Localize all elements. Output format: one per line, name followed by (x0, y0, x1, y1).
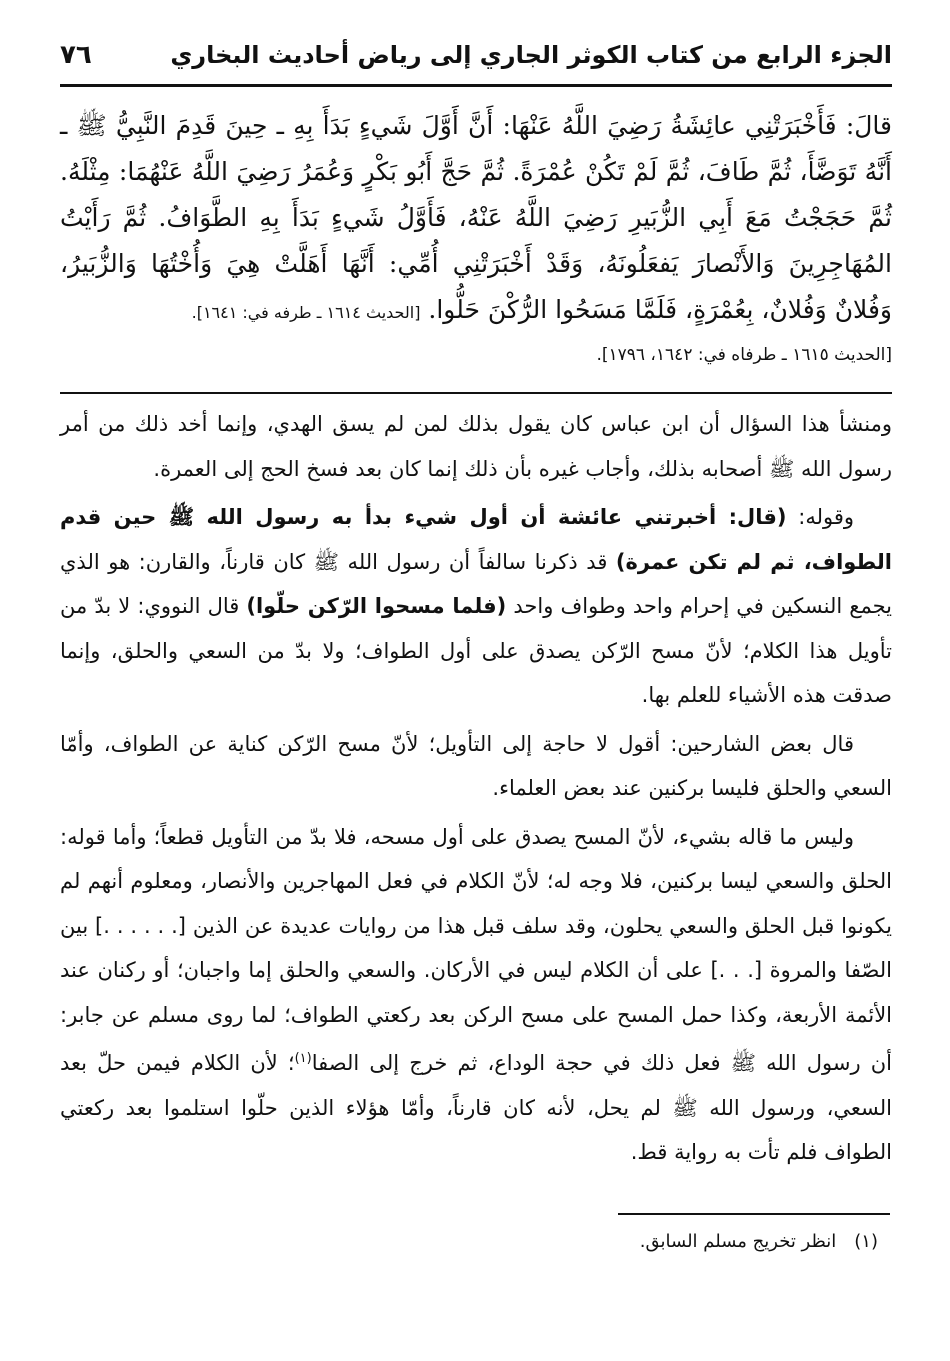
hadith-text (60, 103, 892, 336)
running-header (60, 40, 892, 78)
section-divider (60, 392, 892, 394)
commentary-paragraph (60, 815, 892, 1175)
page (60, 40, 892, 1175)
commentary-text: قال النووي: لا بدّ من تأويل هذا الكلام؛ لأنّ مسح الرّكن يصدق على أول الطواف؛ ولا بدّ من السعي والحلق، وإنما صدقت هذه الأشياء للعلم بها. (60, 594, 892, 707)
commentary-text: ؛ لأن الكلام فيمن حلّ بعد السعي، ورسول الله ﷺ لم يحل، لأنه كان قارناً، وأمّا هؤلاء الذين حلّوا استلموا بعد ركعتي الطواف فلم تأت به رواية قط. (60, 1051, 892, 1164)
commentary-paragraph (60, 495, 892, 718)
commentary-paragraph: قال بعض الشارحين: أقول لا حاجة إلى التأويل؛ لأنّ مسح الرّكن كناية عن الطواف، وأمّا السعي والحلق فليسا بركنين عند بعض العلماء. (60, 731, 892, 800)
commentary-text: وقوله: (786, 505, 855, 529)
footnote-rule (618, 1213, 890, 1215)
commentary-text: قد ذكرنا سالفاً أن رسول الله ﷺ كان قارناً، والقارن: هو الذي يجمع النسكين في إحرام واحد وطواف واحد (60, 549, 892, 618)
footnote-marker: (١) (294, 1051, 312, 1066)
footnote-text: انظر تخريج مسلم السابق. (639, 1231, 837, 1252)
hadith-reference-1: [الحديث ١٦١٤ ـ طرفه في: ١٦٤١]. (191, 303, 421, 322)
footnote (640, 1228, 878, 1256)
page-number: ٧٦ (60, 40, 92, 70)
quoted-matn: (فلما مسحوا الرّكن حلّوا) (246, 594, 507, 618)
header-rule (60, 84, 892, 87)
page-title: الجزء الرابع من كتاب الكوثر الجاري إلى رياض أحاديث البخاري (170, 41, 892, 69)
quoted-matn: (قال: أخبرتني عائشة أن أول شيء بدأ به رسول الله ﷺ حين قدم الطواف، ثم لم تكن عمرة) (60, 505, 892, 574)
hadith-reference-2: [الحديث ١٦١٥ ـ طرفاه في: ١٦٤٢، ١٧٩٦]. (596, 345, 892, 365)
commentary-text: وليس ما قاله بشيء، لأنّ المسح يصدق على أول مسحه، فلا بدّ من التأويل قطعاً؛ وأما قوله: الحلق والسعي ليسا بركنين، فلا وجه له؛ لأنّ الكلام في فعل المهاجرين والأنصار، ومعلوم أنهم لم يكونوا قبل الحلق والسعي يحلون، وقد سلف قبل هذا من روايات عديدة عن الذين [. . . . . .] بين الصّفا والمروة [. . .] على أن الكلام ليس في الأركان. والسعي والحلق إما واجبان؛ أو ركنان عند الأئمة الأربعة، وكذا حمل المسح على مسح الركن بعد ركعتي الطواف؛ لما روى مسلم عن جابر: أن رسول الله ﷺ فعل ذلك في حجة الوداع، ثم خرج إلى الصفا (60, 824, 892, 1075)
commentary (60, 402, 892, 1175)
footnote-number: (١) (854, 1231, 878, 1252)
commentary-paragraph: ومنشأ هذا السؤال أن ابن عباس كان يقول بذلك لمن لم يسق الهدي، وإنما أخد ذلك من أمر رسول الله ﷺ أصحابه بذلك، وأجاب غيره بأن ذلك إنما كان بعد فسخ الحج إلى العمرة. (60, 412, 892, 481)
hadith-body: قالَ: فَأَخْبَرَتْنِي عائِشَةُ رَضِيَ اللَّهُ عَنْهَا: أَنَّ أَوَّلَ شَيءٍ بَدَأَ بِهِ ـ حِينَ قَدِمَ النَّبِيُّ ﷺ ـ أَنَّهُ تَوَضَّأَ، ثُمَّ طَافَ، ثُمَّ لَمْ تَكُنْ عُمْرَةً. ثُمَّ حَجَّ أَبُو بَكْرٍ وَعُمَرُ رَضِيَ اللَّهُ عَنْهُمَا: مِثْلَهُ. ثُمَّ حَجَجْتُ مَعَ أَبِي الزُّبَيرِ رَضِيَ اللَّهُ عَنْهُ، فَأَوَّلُ شَيءٍ بَدَأَ بِهِ الطَّوَافُ. ثُمَّ رَأَيْتُ المُهَاجِرِينَ وَالأَنْصارَ يَفعَلُونَهُ، وَقَدْ أَخْبَرَتْنِي أُمِّي: أَنَّهَا أَهَلَّتْ هِيَ وَأُخْتُهَا وَالزُّبَيرُ، وَفُلانٌ وَفُلانٌ، بِعُمْرَةٍ، فَلَمَّا مَسَحُوا الرُّكْنَ حَلُّوا. (60, 111, 892, 324)
